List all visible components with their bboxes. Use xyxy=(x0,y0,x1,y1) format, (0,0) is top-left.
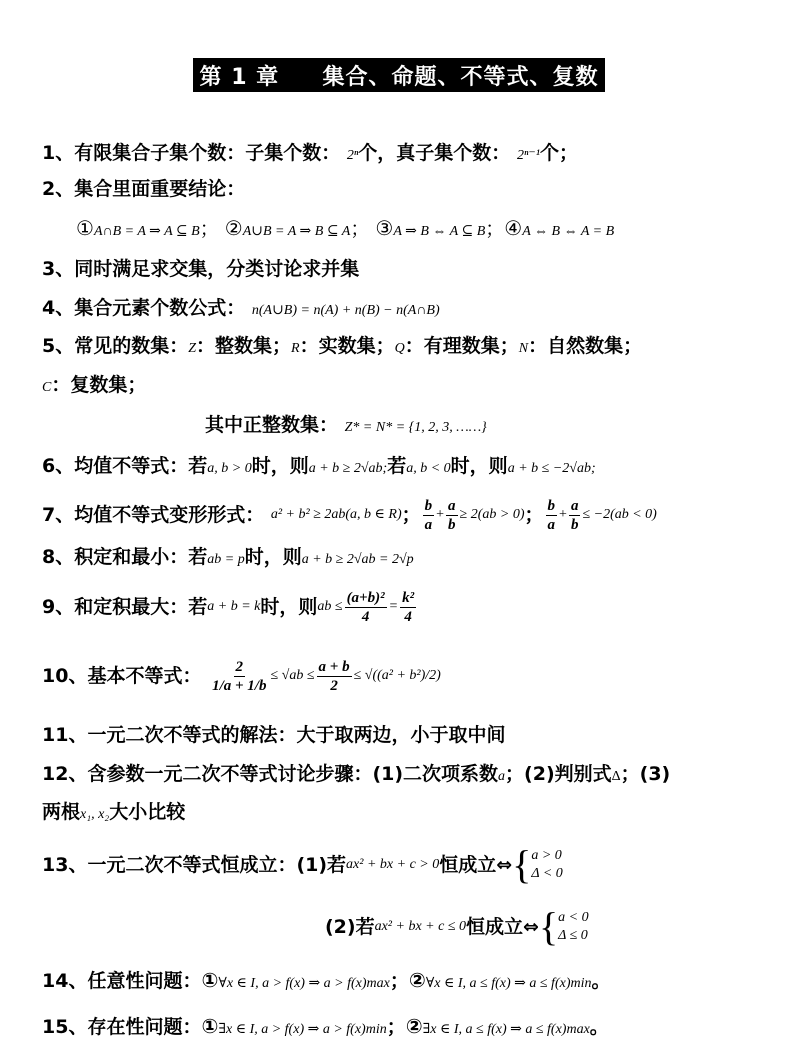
item-3-label: 3、同时满足求交集，分类讨论求并集 xyxy=(42,258,360,280)
item-8 xyxy=(42,546,414,569)
frac-num: b xyxy=(547,497,556,514)
frac-den: a xyxy=(424,516,433,533)
item-6-label: 6、均值不等式： xyxy=(42,455,189,477)
sep-2: ； xyxy=(350,218,370,240)
frac-den: b xyxy=(448,516,456,533)
positive-integers-label: 其中正整数集： xyxy=(205,414,339,436)
item-13-label: 13、一元二次不等式恒成立： xyxy=(42,853,297,876)
frac-num: a xyxy=(570,497,579,514)
positive-integers xyxy=(205,414,487,437)
set-q: Q xyxy=(394,341,405,356)
set-c-text: ：复数集； xyxy=(51,374,147,396)
item-14-s1: ； xyxy=(389,970,409,992)
frac-num: k² xyxy=(402,589,415,606)
item-15-s1: ； xyxy=(386,1016,406,1038)
item-14-m1: ∀x ∈ I, a > f(x) ⇒ a > f(x)max xyxy=(218,976,390,991)
item-8-m2: a + b ≥ 2√ab = 2√p xyxy=(301,552,414,567)
system-2 xyxy=(538,904,589,949)
item-3 xyxy=(42,258,359,281)
item-6-m2: a + b ≥ 2√ab; xyxy=(308,461,388,476)
item-13-m1: ax² + bx + c > 0 xyxy=(346,856,440,872)
item-1-text2: 个，真子集个数： xyxy=(358,142,511,164)
frac-den: a xyxy=(547,516,556,533)
system-2-cond1: a < 0 xyxy=(558,909,589,925)
item-8-label: 8、积定和最小： xyxy=(42,546,189,568)
item-7-s2: ； xyxy=(524,503,544,526)
sep-3: ； xyxy=(485,218,505,240)
conclusion-2: A∪B = A ⇒ B ⊆ A xyxy=(242,224,351,239)
item-14-s2: 。 xyxy=(591,970,611,992)
item-13-part2 xyxy=(325,902,589,952)
set-z: Z xyxy=(188,341,197,356)
item-4 xyxy=(42,297,440,320)
item-5-cont xyxy=(42,374,146,397)
item-13-t2: 恒成立⇔ xyxy=(439,853,513,876)
item-12-t3: ；(3) xyxy=(620,763,671,785)
frac-num: b xyxy=(424,497,433,514)
frac-den: b xyxy=(570,516,579,533)
item-14-label: 14、任意性问题： xyxy=(42,970,202,992)
circle-2: ② xyxy=(405,1014,423,1038)
item-12 xyxy=(42,763,670,786)
frac-k-sq xyxy=(400,589,416,626)
item-13 xyxy=(42,840,563,890)
item-10-m2: ≤ √((a² + b²)/2) xyxy=(353,667,441,683)
set-n-text: ：自然数集； xyxy=(528,335,643,357)
item-12-roots: 两根 xyxy=(42,801,81,823)
item-4-formula: n(A∪B) = n(A) + n(B) − n(A∩B) xyxy=(251,303,440,318)
set-conclusions xyxy=(76,216,614,241)
item-7-m2: ≥ 2(ab > 0) xyxy=(459,506,525,522)
brace-icon: { xyxy=(538,904,559,949)
item-12-t2: ；(2)判别式 xyxy=(505,763,612,785)
brace-icon: { xyxy=(512,842,532,887)
item-12-t1: (1)二次项系数 xyxy=(372,763,499,785)
item-4-label: 4、集合元素个数公式： xyxy=(42,297,246,319)
set-r-text: ：实数集； xyxy=(299,335,395,357)
frac-b-a xyxy=(423,497,435,534)
circle-2: ② xyxy=(224,216,243,240)
item-12-compare: 大小比较 xyxy=(109,801,186,823)
frac-num: 2 xyxy=(235,658,244,675)
item-7-label: 7、均值不等式变形形式： xyxy=(42,503,265,526)
item-8-m1: ab = p xyxy=(207,552,245,567)
frac-den: 1/a + 1/b xyxy=(212,677,267,694)
item-2 xyxy=(42,178,245,201)
frac-sum-sq xyxy=(345,589,387,626)
item-1-text1: 子集个数： xyxy=(245,142,341,164)
item-5 xyxy=(42,335,642,358)
system-1 xyxy=(512,842,563,887)
circle-1: ① xyxy=(201,1014,219,1038)
positive-integers-set: Z* = N* = {1, 2, 3, ……} xyxy=(344,420,487,435)
chapter-title: 第 1 章 集合、命题、不等式、复数 xyxy=(193,58,605,92)
item-15-m1: ∃x ∈ I, a > f(x) ⇒ a > f(x)min xyxy=(218,1022,387,1037)
item-6 xyxy=(42,455,596,478)
item-10-label: 10、基本不等式： xyxy=(42,664,202,687)
frac-den: 4 xyxy=(361,608,370,625)
frac-b-a-2 xyxy=(546,497,558,534)
set-n: N xyxy=(518,341,529,356)
set-c: C xyxy=(42,380,52,395)
item-7-m1: a² + b² ≥ 2ab(a, b ∈ R) xyxy=(270,506,402,522)
frac-num: (a+b)² xyxy=(346,589,385,606)
frac-num: a + b xyxy=(318,658,350,675)
set-q-text: ：有理数集； xyxy=(404,335,519,357)
sep-1: ； xyxy=(199,218,219,240)
item-12-cont xyxy=(42,801,185,824)
conclusion-1: A∩B = A ⇒ A ⊆ B xyxy=(93,224,200,239)
item-6-t3: 若 xyxy=(387,455,407,477)
frac-den: 4 xyxy=(404,608,412,625)
item-9-m2: ab ≤ xyxy=(317,598,343,614)
item-2-label: 2、集合里面重要结论： xyxy=(42,178,246,200)
item-8-t2: 时，则 xyxy=(244,546,302,568)
frac-den: 2 xyxy=(330,677,338,694)
system-1-cond1: a > 0 xyxy=(531,847,562,863)
frac-num: a xyxy=(448,497,456,514)
item-1-text3: 个； xyxy=(539,142,578,164)
item-11-label: 11、一元二次不等式的解法：大于取两边，小于取中间 xyxy=(42,724,506,746)
conclusion-3: A ⇒ B ⇔ A ⊆ B xyxy=(393,224,486,239)
item-14 xyxy=(42,968,611,993)
circle-1: ① xyxy=(76,216,94,240)
item-11 xyxy=(42,724,505,747)
item-1 xyxy=(42,142,578,165)
item-15-s2: 。 xyxy=(589,1016,609,1038)
system-2-cond2: Δ ≤ 0 xyxy=(558,928,588,943)
item-12-m2: Δ xyxy=(611,769,621,784)
item-12-m1: a xyxy=(498,769,506,784)
item-12-roots-math: x₁, x₂ xyxy=(80,807,110,822)
item-14-m2: ∀x ∈ I, a ≤ f(x) ⇒ a ≤ f(x)min xyxy=(425,976,592,991)
item-6-m1: a, b > 0 xyxy=(207,461,252,476)
item-9 xyxy=(42,584,418,630)
item-9-label: 9、和定积最大： xyxy=(42,595,189,618)
item-7: 7、均值不等式变形形式： a² + b² ≥ 2ab(a, b ∈ R) ； $\frac{b}{a}$ + $\frac{a}{b}$ ≥ 2(ab > 0) ； $\frac{b}{a}$ + $\frac{a}{b}$ ≤ −2(ab < 0) xyxy=(42,497,657,533)
frac-arith xyxy=(317,658,352,695)
set-r: R xyxy=(291,341,300,356)
item-7-m3: ≤ −2(ab < 0) xyxy=(582,506,657,522)
item-13-part2-t2: 恒成立⇔ xyxy=(466,915,539,938)
item-13-t1: (1)若 xyxy=(296,853,347,876)
item-6-m3: a, b < 0 xyxy=(406,461,451,476)
item-13-part2-m1: ax² + bx + c ≤ 0 xyxy=(374,918,467,934)
conclusion-4: A ⇔ B ⇔ A = B xyxy=(522,224,615,239)
item-15-m2: ∃x ∈ I, a ≤ f(x) ⇒ a ≤ f(x)max xyxy=(422,1022,590,1037)
set-z-text: ：整数集； xyxy=(196,335,292,357)
item-6-t4: 时，则 xyxy=(450,455,508,477)
circle-2: ② xyxy=(408,968,426,992)
item-15-label: 15、存在性问题： xyxy=(42,1016,202,1038)
item-9-m1: a + b = k xyxy=(207,598,261,614)
circle-1: ① xyxy=(201,968,219,992)
item-5-label: 5、常见的数集： xyxy=(42,335,189,357)
item-7-s1: ； xyxy=(401,503,421,526)
item-9-t1: 若 xyxy=(188,595,208,618)
system-1-cond2: Δ < 0 xyxy=(531,866,563,881)
item-10-m1: ≤ √ab ≤ xyxy=(270,667,315,683)
item-1-math2: 2ⁿ⁻¹ xyxy=(516,148,540,163)
item-10 xyxy=(42,644,441,708)
frac-a-b xyxy=(446,497,458,534)
frac-harmonic xyxy=(210,658,268,695)
item-8-t1: 若 xyxy=(188,546,208,568)
item-1-math1: 2ⁿ xyxy=(346,148,359,163)
item-15 xyxy=(42,1014,609,1039)
item-6-t2: 时，则 xyxy=(251,455,309,477)
item-9-m3: = xyxy=(388,598,399,614)
circle-3: ③ xyxy=(375,216,394,240)
item-1-label: 1、有限集合子集个数： xyxy=(42,142,246,164)
frac-a-b-2 xyxy=(569,497,581,534)
item-9-t2: 时，则 xyxy=(260,595,318,618)
item-13-part2-t1: (2)若 xyxy=(325,915,375,938)
circle-4: ④ xyxy=(504,216,523,240)
item-12-label: 12、含参数一元二次不等式讨论步骤： xyxy=(42,763,373,785)
item-6-t1: 若 xyxy=(188,455,208,477)
item-6-m4: a + b ≤ −2√ab; xyxy=(507,461,596,476)
